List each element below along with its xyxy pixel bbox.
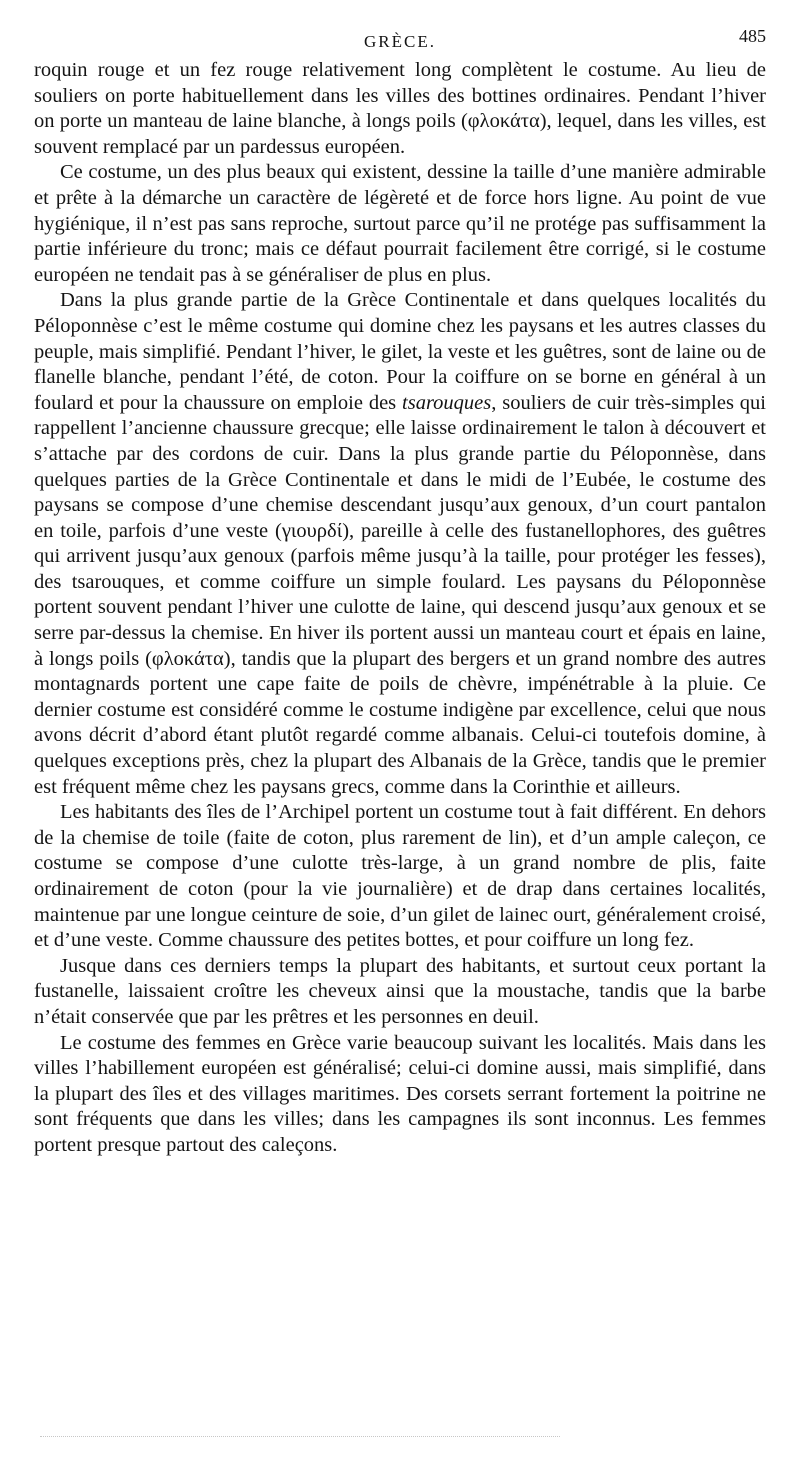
paragraph-text: Dans la plus grande partie de la Grèce Continentale et dans quelques localités du Péloponnèse c’est le même costume qui domine chez les paysans et les autres classes du peuple, mais simplifié. Pendant l’hiver, le gilet, la veste et les guêtres, sont de laine ou de flanelle blanche, pendant l’été, de coton. Pour la coiffure on se borne en général à un foulard et pour la chaussure on emploie des (34, 289, 766, 414)
body-text (34, 58, 766, 1159)
paragraph-text: Les habitants des îles de l’Archipel portent un costume tout à fait différent. En dehors de la chemise de toile (faite de coton, plus rarement de lin), et d’un ample caleçon, ce costume se compose d’une culotte très-large, à un grand nombre de plis, faite ordinairement de coton (pour la vie journalière) et de drap dans certaines localités, maintenue par une longue ceinture de soie, d’un gilet de lainec ourt, généralement croisé, et d’une veste. Comme chaussure des petites bottes, et pour coiffure un long fez. (34, 801, 767, 952)
page-number: 485 (739, 26, 766, 46)
paragraph-3 (34, 288, 766, 800)
paragraph-text: Jusque dans ces derniers temps la plupart des habitants, et surtout ceux portant la fustanelle, laissaient croître les cheveux ainsi que la moustache, tandis que la barbe n’était conservée que par les prêtres et les personnes en deuil. (34, 954, 766, 1028)
paragraph-text-continued: , souliers de cuir très-simples qui rappellent l’ancienne chaussure grecque; elle laisse ordinairement le talon à découvert et s’attache par des cordons de cuir. Dans la plus grande partie du Péloponnèse, dans quelques parties de la Grèce Continentale et dans le midi de l’Eubée, le costume des paysans se compose d’une chemise descendant jusqu’aux genoux, d’un court pantalon en toile, parfois d’une veste (γιουρδί), pareille à celle des fustanellophores, des guêtres qui arrivent jusqu’aux genoux (parfois même jusqu’à la taille, pour protéger les fesses), des tsarouques, et comme coiffure un simple foulard. Les paysans du Péloponnèse portent souvent pendant l’hiver une culotte de laine, qui descend jusqu’aux genoux et se serre par-dessus la chemise. En hiver ils portent aussi un manteau court et épais en laine, à longs poils (φλοκάτα), tandis que la plupart des bergers et un grand nombre des autres montagnards portent une cape faite de poils de chèvre, impénétrable à la pluie. Ce dernier costume est considéré comme le costume indigène par excellence, celui que nous avons décrit d’abord étant plutôt regardé comme albanais. Celui-ci toutefois domine, à quelques exceptions près, chez la plupart des Albanais de la Grèce, tandis que le premier est fréquent même chez les paysans grecs, comme dans la Corinthie et ailleurs. (34, 391, 766, 798)
print-artifact-line (40, 1436, 560, 1443)
paragraph-2 (34, 160, 766, 288)
paragraph-4 (34, 800, 766, 954)
paragraph-text: Le costume des femmes en Grèce varie beaucoup suivant les localités. Mais dans les villes l’habillement européen est généralisé; celui-ci domine aussi, mais simplifié, dans la plupart des îles et des villages maritimes. Des corsets serrant fortement la poitrine ne sont fréquents que dans les villes; dans les campagnes ils sont inconnus. Les femmes portent presque partout des caleçons. (34, 1031, 766, 1156)
book-page (34, 22, 766, 1159)
paragraph-text: roquin rouge et un fez rouge relativement long complètent le costume. Au lieu de souliers on porte habituellement dans les villes des bottines ordinaires. Pendant l’hiver on porte un manteau de laine blanche, à longs poils (φλοκάτα), lequel, dans les villes, est souvent remplacé par un pardessus européen. (34, 59, 766, 158)
running-title: GRÈCE. (364, 32, 436, 51)
paragraph-5 (34, 954, 766, 1031)
running-header (34, 22, 766, 58)
paragraph-6 (34, 1031, 766, 1159)
paragraph-text: Ce costume, un des plus beaux qui existent, dessine la taille d’une manière admirable et prête à la démarche un caractère de légèreté et de force hors ligne. Au point de vue hygiénique, il n’est pas sans reproche, surtout parce qu’il ne protége pas suffisamment la partie inférieure du tronc; mais ce défaut pourrait facilement être corrigé, si le costume européen ne tendait pas à se généraliser de plus en plus. (34, 161, 766, 286)
paragraph-1 (34, 58, 766, 160)
italic-term: tsarouques (402, 391, 492, 414)
